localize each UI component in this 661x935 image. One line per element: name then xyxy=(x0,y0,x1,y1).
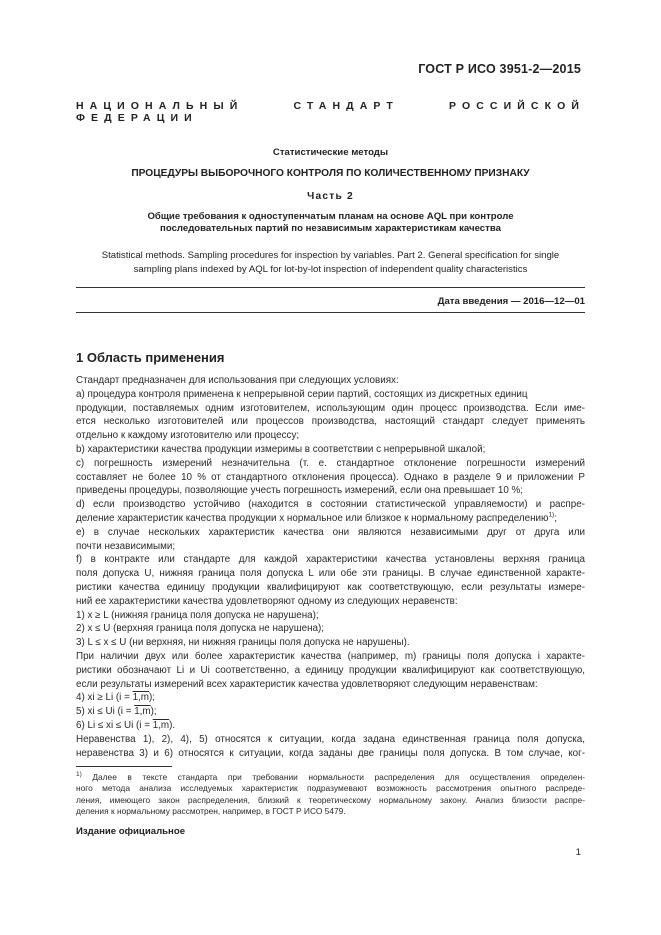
subtitle xyxy=(76,211,585,235)
body-line xyxy=(76,512,585,526)
body-line: поля допуска U, нижняя граница поля допуска L или обе эти границы. В случае единственной характе- xyxy=(76,568,585,580)
body-line: Стандарт предназначен для использования при следующих условиях: xyxy=(76,375,399,386)
body-line: приведены процедуры, позволяющие учесть погрешность измерений, если она превышает 10 %; xyxy=(76,485,524,497)
document-code: ГОСТ Р ИСО 3951-2—2015 xyxy=(418,62,581,76)
index-range: 1,m xyxy=(134,706,151,718)
footnote-text: Далее в тексте стандарта при требовании нормальности распределения для осуществления определен- xyxy=(81,772,585,782)
body-line: d) если производство устойчиво (находится в состоянии статистической управляемости) и распре- xyxy=(76,499,585,511)
inequality-end: ); xyxy=(150,706,157,718)
effective-date: Дата введения — 2016—12—01 xyxy=(437,296,585,307)
body-line: почти независимыми; xyxy=(76,540,176,552)
body-line: c) погрешность измерений незначительна (т. е. стандартное отклонение погрешности измерений xyxy=(76,457,585,469)
body-line: b) характеристики качества продукции измеримы в соответствии с непрерывной шкалой; xyxy=(76,443,486,455)
footnote xyxy=(76,772,585,817)
index-range: 1,m xyxy=(152,719,170,731)
body-line xyxy=(76,719,585,733)
body-line: если результаты измерений всех характеристик качества удовлетворяют следующим неравенствам: xyxy=(76,678,538,690)
subject-title: Статистические методы xyxy=(272,147,389,158)
footnote-reference: 1) xyxy=(548,511,555,519)
inequality-text: 5) xi ≤ Ui (i = xyxy=(76,706,135,718)
part-title: Часть 2 xyxy=(307,191,354,202)
english-title-line: sampling plans indexed by AQL for lot-by-lot inspection of independent quality characteristics xyxy=(133,264,528,275)
body-line: Неравенства 1), 2), 4), 5) относятся к ситуации, когда задана единственная граница поля допуска, xyxy=(76,733,585,745)
body-line: 1) x ≥ L (нижняя граница поля допуска не нарушена); xyxy=(76,609,319,621)
body-line: ристики обозначают Li и Ui соответственно, а единицу продукции квалифицируют как соответствующую, xyxy=(76,664,585,676)
body-line-end: ; xyxy=(554,512,557,524)
body-line: f) в контракте или стандарте для каждой характеристики качества установлены верхняя граница xyxy=(76,554,585,566)
national-standard-heading: НАЦИОНАЛЬНЫЙ СТАНДАРТ РОССИЙСКОЙ ФЕДЕРАЦИИ xyxy=(76,100,585,124)
body-line: ристики качества единицу продукции квалифицируют как соответствующую, если результаты измере- xyxy=(76,581,585,593)
body-text xyxy=(76,374,585,760)
footnote-mark: 1) xyxy=(76,771,82,779)
subtitle-line: последовательных партий по независимым характеристикам качества xyxy=(160,223,501,234)
section-heading: 1 Область применения xyxy=(76,350,225,365)
footnote-line xyxy=(76,772,585,783)
main-title: ПРОЦЕДУРЫ ВЫБОРОЧНОГО КОНТРОЛЯ ПО КОЛИЧЕСТВЕННОМУ ПРИЗНАКУ xyxy=(131,168,530,179)
divider-bottom xyxy=(76,312,585,313)
body-line: ется несколько изготовителей или процессов производства, настоящий стандарт следует применять xyxy=(76,416,585,428)
body-line: а) процедура контроля применена к непрерывной серии партий, состоящих из дискретных единиц xyxy=(76,388,528,400)
body-line: 2) x ≤ U (верхняя граница поля допуска не нарушена); xyxy=(76,623,324,635)
footnote-line: ного метода анализа исследуемых характеристик подразумевают возможность рассмотрения опытного распреде- xyxy=(76,783,585,794)
footnote-line: деления к нормальному рассмотрен, например, в ГОСТ Р ИСО 5479. xyxy=(76,805,346,816)
body-line: продукции, поставляемых одним изготовителем, использующим один процесс производства. Если име- xyxy=(76,402,585,414)
english-title-line: Statistical methods. Sampling procedures for inspection by variables. Part 2. General specification for single xyxy=(101,250,560,261)
footnote-line: ления, имеющего закон распределения, близкий к теоретическому нормальному закону. Анализ близости распре- xyxy=(76,794,585,805)
edition-label: Издание официальное xyxy=(76,826,186,837)
body-line xyxy=(76,691,585,705)
body-line: e) в случае нескольких характеристик качества они являются независимыми друг от друга или xyxy=(76,526,585,538)
footnote-divider xyxy=(76,766,172,767)
body-line-text: деление характеристик качества продукции x нормальное или близкое к нормальному распределению xyxy=(76,512,549,524)
index-range: 1,m xyxy=(132,692,149,704)
body-line: отдельно к каждому изготовителю или процессу; xyxy=(76,430,300,442)
inequality-end: ). xyxy=(169,719,176,731)
page-number: 1 xyxy=(575,847,581,858)
inequality-text: 6) Li ≤ xi ≤ Ui (i = xyxy=(76,719,153,731)
divider-top xyxy=(76,287,585,288)
body-line: составляет не более 10 % от стандартного отклонения процесса). Однако в разделе 9 и приложении Р xyxy=(76,471,585,483)
body-line: 3) L ≤ x ≤ U (ни верхняя, ни нижняя границы поля допуска не нарушены). xyxy=(76,637,410,649)
body-line: неравенства 3) и 6) относятся к ситуации, когда заданы две границы поля допуска. В том случае, ког- xyxy=(76,747,585,759)
english-title xyxy=(76,249,585,277)
body-line: ний ее характеристики качества удовлетворяют одному из следующих неравенств: xyxy=(76,595,458,607)
body-line: При наличии двух или более характеристик качества (например, m) границы поля допуска i характе- xyxy=(76,650,585,662)
body-line xyxy=(76,705,585,719)
inequality-text: 4) xi ≥ Li (i = xyxy=(76,692,133,704)
subtitle-line: Общие требования к одноступенчатым планам на основе AQL при контроле xyxy=(147,211,514,222)
inequality-end: ); xyxy=(148,692,155,704)
